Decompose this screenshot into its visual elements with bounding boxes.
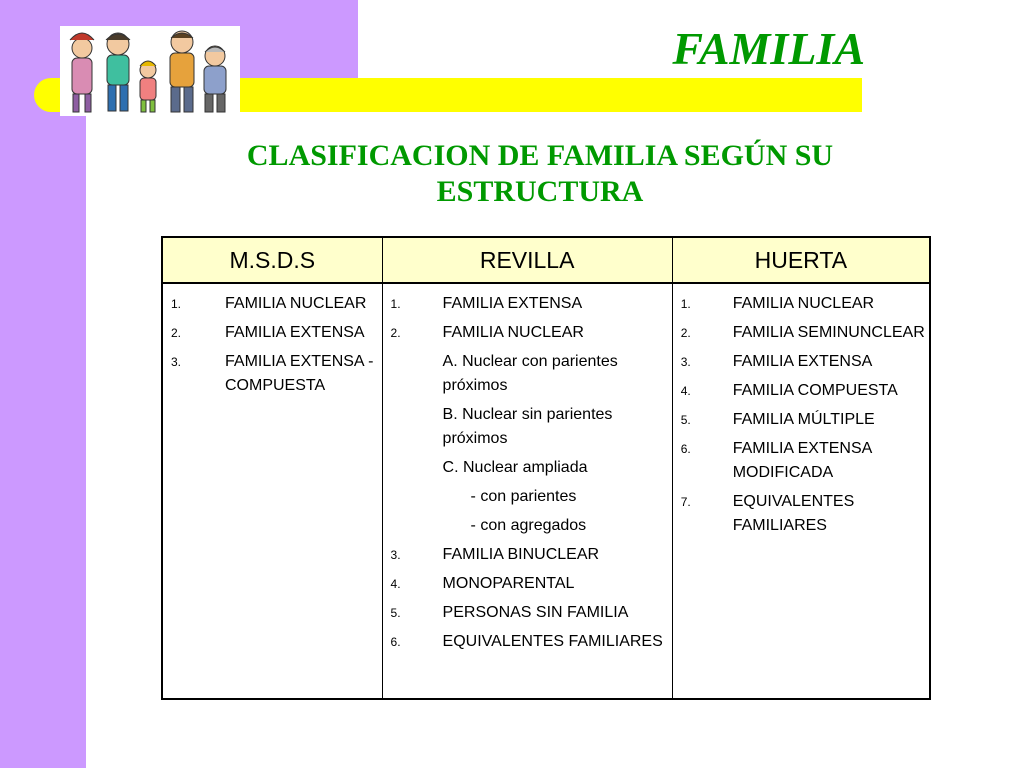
list-number: 3. bbox=[680, 355, 691, 369]
list-number: 3. bbox=[171, 355, 182, 369]
list-number: 5. bbox=[680, 413, 691, 427]
huerta-cell bbox=[672, 283, 930, 699]
list-item bbox=[391, 543, 668, 567]
list-text: EQUIVALENTES FAMILIARES bbox=[732, 493, 855, 534]
list-text: FAMILIA EXTENSA - COMPUESTA bbox=[225, 353, 374, 394]
list-number: 7. bbox=[680, 495, 691, 509]
classification-table bbox=[161, 236, 931, 700]
list-item bbox=[681, 292, 925, 316]
list-number: 1. bbox=[390, 297, 401, 311]
slide-title: FAMILIA bbox=[672, 23, 865, 74]
list-text: MONOPARENTAL bbox=[442, 575, 575, 592]
list-text: FAMILIA EXTENSA bbox=[732, 353, 873, 370]
list-item bbox=[171, 350, 378, 398]
list-item bbox=[681, 379, 925, 403]
list-text: EQUIVALENTES FAMILIARES bbox=[442, 633, 663, 650]
list-text: FAMILIA NUCLEAR bbox=[732, 295, 875, 312]
table-body-row bbox=[162, 283, 930, 699]
list-text: PERSONAS SIN FAMILIA bbox=[442, 604, 629, 621]
list-text: FAMILIA NUCLEAR bbox=[225, 295, 367, 312]
list-item bbox=[681, 437, 925, 485]
list-item bbox=[391, 292, 668, 316]
family-clipart-image bbox=[60, 26, 240, 116]
list-number: 1. bbox=[171, 297, 182, 311]
list-item bbox=[391, 572, 668, 596]
header-huerta: HUERTA bbox=[672, 237, 930, 283]
list-item bbox=[681, 490, 925, 538]
sub-item: C. Nuclear ampliada bbox=[442, 459, 588, 476]
list-item bbox=[681, 350, 925, 374]
list-number: 2. bbox=[171, 326, 182, 340]
list-item bbox=[171, 321, 378, 345]
family-clipart-icon bbox=[60, 26, 240, 116]
list-text: FAMILIA BINUCLEAR bbox=[442, 546, 600, 563]
sub-item: A. Nuclear con parientes próximos bbox=[442, 353, 618, 394]
table-header-row bbox=[162, 237, 930, 283]
list-text: FAMILIA NUCLEAR bbox=[442, 324, 584, 341]
list-item bbox=[681, 408, 925, 432]
list-number: 6. bbox=[390, 635, 401, 649]
list-text: FAMILIA EXTENSA MODIFICADA bbox=[732, 440, 872, 481]
list-number: 6. bbox=[680, 442, 691, 456]
list-text: FAMILIA EXTENSA bbox=[442, 295, 583, 312]
list-number: 1. bbox=[680, 297, 691, 311]
list-number: 2. bbox=[680, 326, 691, 340]
list-text: FAMILIA SEMINUNCLEAR bbox=[732, 324, 925, 341]
list-item bbox=[681, 321, 925, 345]
msds-cell bbox=[162, 283, 382, 699]
list-text: FAMILIA MÚLTIPLE bbox=[732, 411, 875, 428]
list-item bbox=[391, 321, 668, 345]
header-msds: M.S.D.S bbox=[162, 237, 382, 283]
header-revilla: REVILLA bbox=[382, 237, 672, 283]
list-item bbox=[171, 292, 378, 316]
list-number: 5. bbox=[390, 606, 401, 620]
sub-sub-item: - con parientes bbox=[470, 488, 577, 505]
list-item bbox=[391, 630, 668, 654]
list-number: 4. bbox=[390, 577, 401, 591]
sub-item: B. Nuclear sin parientes próximos bbox=[442, 406, 613, 447]
list-number: 3. bbox=[390, 548, 401, 562]
list-number: 2. bbox=[390, 326, 401, 340]
list-number: 4. bbox=[680, 384, 691, 398]
slide-subtitle: CLASIFICACION DE FAMILIA SEGÚN SU ESTRUCTURA bbox=[246, 139, 834, 208]
list-text: FAMILIA EXTENSA bbox=[225, 324, 365, 341]
list-text: FAMILIA COMPUESTA bbox=[732, 382, 898, 399]
revilla-cell bbox=[382, 283, 672, 699]
sub-sub-item: - con agregados bbox=[470, 517, 587, 534]
list-item bbox=[391, 601, 668, 625]
